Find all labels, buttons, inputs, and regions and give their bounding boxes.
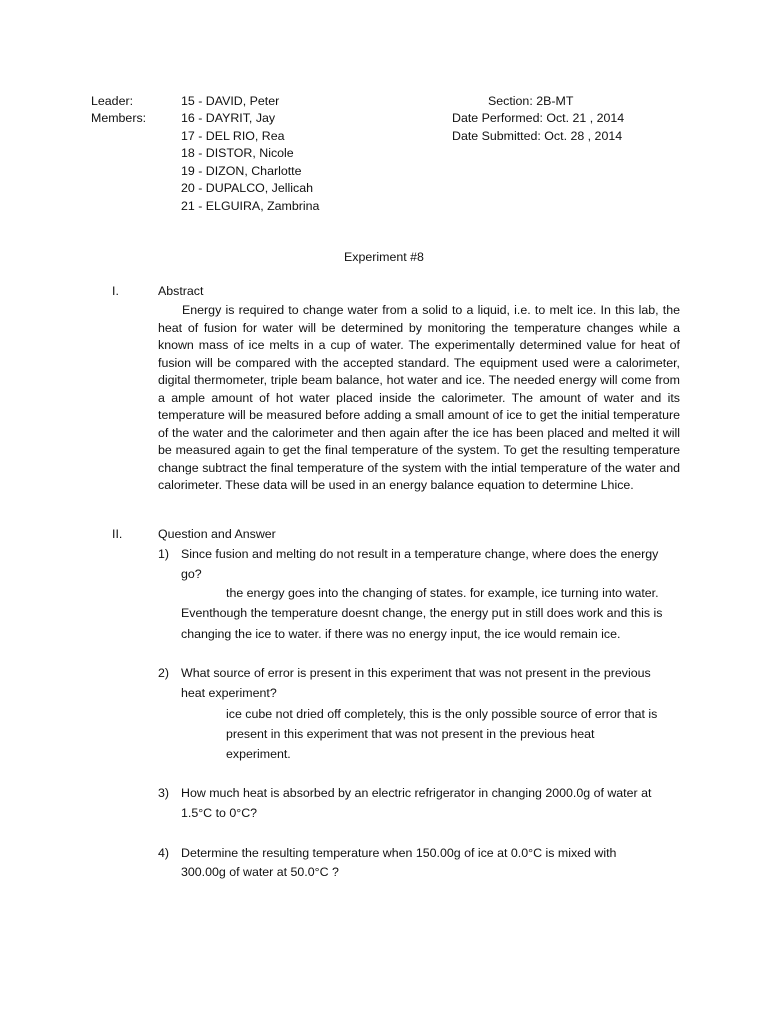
- leader-label: Leader:: [91, 94, 134, 108]
- answer-text: experiment.: [226, 747, 291, 761]
- question-text: 1.5°C to 0°C?: [181, 806, 258, 820]
- answer-text: changing the ice to water. if there was no energy input, the ice would remain ice.: [181, 627, 621, 641]
- section-label: Section: 2B-MT: [488, 94, 574, 108]
- answer-text: Eventhough the temperature doesnt change, the energy put in still does work and this is: [181, 606, 663, 620]
- question-number: 4): [158, 846, 170, 860]
- section-heading: Abstract: [158, 284, 204, 298]
- question-text: Since fusion and melting do not result in a temperature change, where does the energy: [181, 547, 659, 561]
- answer-text: present in this experiment that was not present in the previous heat: [226, 727, 595, 741]
- members-label: Members:: [91, 111, 147, 125]
- date-performed: Date Performed: Oct. 21 , 2014: [452, 111, 625, 125]
- member-item: 20 - DUPALCO, Jellicah: [181, 181, 313, 195]
- member-item: 19 - DIZON, Charlotte: [181, 164, 302, 178]
- page-title: Experiment #8: [344, 250, 424, 264]
- member-item: 17 - DEL RIO, Rea: [181, 129, 285, 143]
- question-number: 3): [158, 786, 170, 800]
- member-item: 18 - DISTOR, Nicole: [181, 146, 294, 160]
- section-numeral: II.: [112, 527, 123, 541]
- question-text: What source of error is present in this experiment that was not present in the previous: [181, 666, 651, 680]
- section-heading: Question and Answer: [158, 527, 276, 541]
- question-text: heat experiment?: [181, 686, 277, 700]
- question-text: Determine the resulting temperature when 150.00g of ice at 0.0°C is mixed with: [181, 846, 617, 860]
- member-item: 16 - DAYRIT, Jay: [181, 111, 276, 125]
- answer-text: the energy goes into the changing of states. for example, ice turning into water.: [226, 586, 659, 600]
- abstract-paragraph: [158, 302, 680, 495]
- date-submitted: Date Submitted: Oct. 28 , 2014: [452, 129, 623, 143]
- member-item: 15 - DAVID, Peter: [181, 94, 280, 108]
- question-text: go?: [181, 567, 202, 581]
- question-number: 2): [158, 666, 170, 680]
- question-text: 300.00g of water at 50.0°C ?: [181, 865, 339, 879]
- question-text: How much heat is absorbed by an electric refrigerator in changing 2000.0g of water at: [181, 786, 652, 800]
- answer-text: ice cube not dried off completely, this is the only possible source of error that is: [226, 707, 658, 721]
- question-number: 1): [158, 547, 170, 561]
- abstract-text: Energy is required to change water from a solid to a liquid, i.e. to melt ice. In this lab, the heat of fusion for water will be determined by monitoring the temperature changes while a known mass of ice melts in a cup of water. The experimentally determined value for heat of fusion will be compared with the accepted standard. The equipment used were a calorimeter, digital thermometer, triple beam balance, hot water and ice. The needed energy will come from a ample amount of hot water placed inside the calorimeter. The amount of water and its temperature will be measured before adding a small amount of ice to get the initial temperature of the water and the calorimeter and then again after the ice has been placed and melted it will be measured again to get the final temperature of the system. To get the resulting temperature change subtract the final temperature of the system with the intial temperature of the water and calorimeter. These data will be used in an energy balance equation to determine Lhice.: [158, 303, 680, 492]
- member-item: 21 - ELGUIRA, Zambrina: [181, 199, 320, 213]
- section-numeral: I.: [112, 284, 119, 298]
